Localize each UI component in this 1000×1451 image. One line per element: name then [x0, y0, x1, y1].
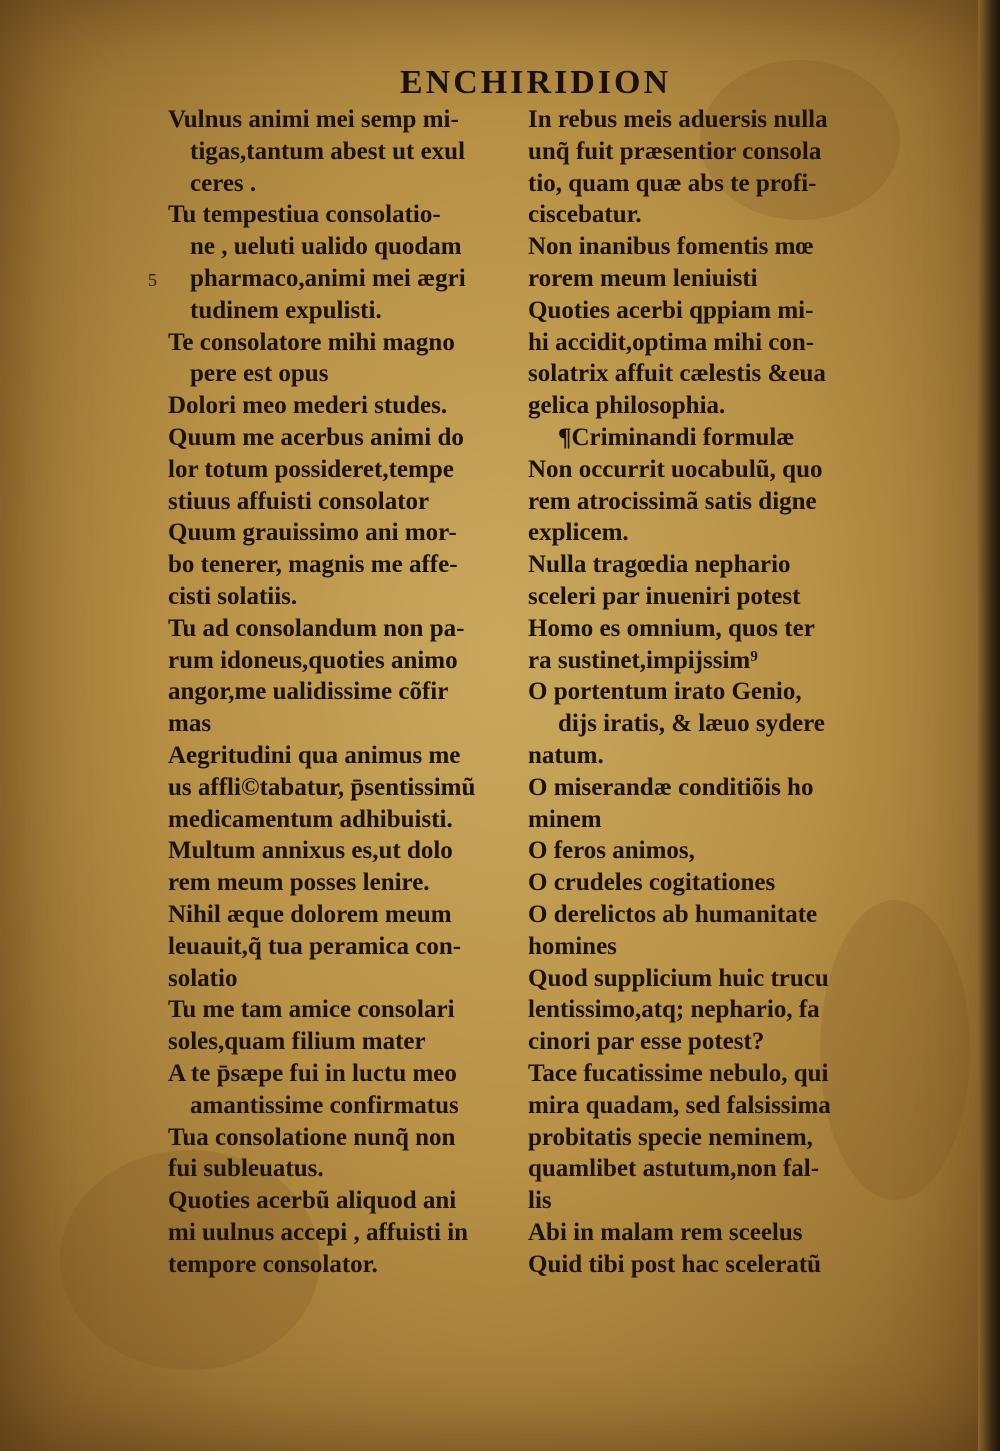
margin-mark: 5 — [148, 270, 157, 290]
left-line: Tu me tam amice consolari — [168, 996, 455, 1024]
right-line: In rebus meis aduersis nulla — [528, 106, 828, 133]
left-line: Aegritudini qua animus me — [168, 741, 461, 769]
left-line: tempore consolator. — [168, 1250, 378, 1278]
left-line: ne , ueluti ualido quodam — [190, 233, 462, 261]
running-head: ENCHIRIDION — [400, 64, 672, 101]
right-line: Nulla tragœdia nephario — [528, 551, 791, 579]
right-line: homines — [528, 932, 617, 960]
right-line: lentissimo,atq; nephario, fa — [528, 996, 820, 1024]
right-line: lis — [528, 1187, 552, 1215]
right-line: O feros animos, — [528, 837, 695, 865]
left-line: tudinem expulisti. — [190, 296, 382, 324]
right-line: tio, quam quæ abs te profi- — [528, 169, 817, 197]
right-line: Quoties acerbi qppiam mi- — [528, 296, 814, 324]
left-line: Dolori meo mederi studes. — [168, 392, 448, 420]
left-line: fui subleuatus. — [168, 1155, 324, 1183]
book-spine — [978, 0, 1000, 1451]
left-line: solatio — [168, 964, 238, 992]
right-line: Non occurrit uocabulũ, quo — [528, 455, 823, 483]
left-line: Quum me acerbus animi do — [168, 423, 464, 451]
right-line: Homo es omnium, quos ter — [528, 614, 815, 642]
left-line: pere est opus — [190, 360, 329, 388]
left-line: Multum annixus es,ut dolo — [168, 837, 453, 865]
left-line: leuauit,q̃ tua peramica con- — [168, 932, 462, 960]
left-line: soles,quam filium mater — [168, 1028, 426, 1056]
left-line: A te p̄sæpe fui in luctu meo — [168, 1059, 457, 1087]
left-line: Te consolatore mihi magno — [168, 328, 455, 356]
left-column — [168, 104, 528, 1280]
left-line: stiuus affuisti consolator — [168, 487, 430, 515]
left-line: rem meum posses lenire. — [168, 869, 430, 897]
left-line: Quum grauissimo ani mor- — [168, 519, 457, 547]
left-line: us affli©tabatur, p̄sentissimũ — [168, 773, 476, 801]
left-line: Quoties acerbũ aliquod ani — [168, 1187, 457, 1215]
right-line: O derelictos ab humanitate — [528, 900, 818, 928]
left-line: lor totum possideret,tempe — [168, 455, 454, 483]
right-line: Tace fucatissime nebulo, qui — [528, 1059, 829, 1087]
right-line: ciscebatur. — [528, 201, 642, 229]
left-line: rum idoneus,quoties animo — [168, 646, 458, 674]
right-line: sceleri par inueniri potest — [528, 582, 801, 610]
left-line: Vulnus animi mei semp mi- — [168, 106, 459, 133]
right-line: O crudeles cogitationes — [528, 869, 776, 897]
right-line: O miserandæ conditiõis ho — [528, 773, 814, 801]
right-line: rorem meum leniuisti — [528, 264, 758, 292]
right-line: explicem. — [528, 519, 629, 547]
right-line: solatrix affuit cælestis &eua — [528, 360, 826, 388]
right-line: minem — [528, 805, 602, 833]
right-line: mira quadam, sed falsissima — [528, 1091, 831, 1119]
right-line: probitatis specie neminem, — [528, 1123, 813, 1151]
left-line: angor,me ualidissime cõfir — [168, 678, 449, 706]
left-line: mi uulnus accepi , affuisti in — [168, 1218, 469, 1246]
right-line: quamlibet astutum,non fal- — [528, 1155, 820, 1183]
right-line: rem atrocissimã satis digne — [528, 487, 817, 515]
left-line: pharmaco,animi mei ægri — [190, 264, 466, 292]
left-line: ceres . — [190, 169, 257, 197]
right-line: cinori par esse potest? — [528, 1028, 765, 1056]
left-line: Tu tempestiua consolatio- — [168, 201, 441, 229]
left-line: Nihil æque dolorem meum — [168, 900, 452, 928]
right-line: hi accidit,optima mihi con- — [528, 328, 815, 356]
left-line: Tu ad consolandum non pa- — [168, 614, 465, 642]
right-line: unq̃ fuit præsentior consola — [528, 137, 822, 165]
right-line: natum. — [528, 741, 604, 769]
right-section-heading: ¶Criminandi formulæ — [558, 423, 795, 451]
right-line: O portentum irato Genio, — [528, 678, 802, 706]
left-line: bo tenerer, magnis me affe- — [168, 551, 458, 579]
left-line: Tua consolatione nunq̃ non — [168, 1123, 456, 1151]
left-line: tigas,tantum abest ut exul — [190, 137, 466, 165]
right-line: Abi in malam rem sceelus — [528, 1218, 803, 1246]
left-line: mas — [168, 710, 212, 738]
right-column — [528, 104, 888, 1280]
right-line: ra sustinet,impijssim⁹ — [528, 646, 758, 674]
left-line: cisti solatiis. — [168, 582, 298, 610]
right-line: gelica philosophia. — [528, 392, 726, 420]
right-line: dijs iratis, & læuo sydere — [558, 710, 825, 738]
right-line: Quod supplicium huic trucu — [528, 964, 829, 992]
right-line: Quid tibi post hac sceleratũ — [528, 1250, 822, 1278]
right-line: Non inanibus fomentis mœ — [528, 233, 814, 261]
left-line: medicamentum adhibuisti. — [168, 805, 453, 833]
left-line: amantissime confirmatus — [190, 1091, 459, 1119]
